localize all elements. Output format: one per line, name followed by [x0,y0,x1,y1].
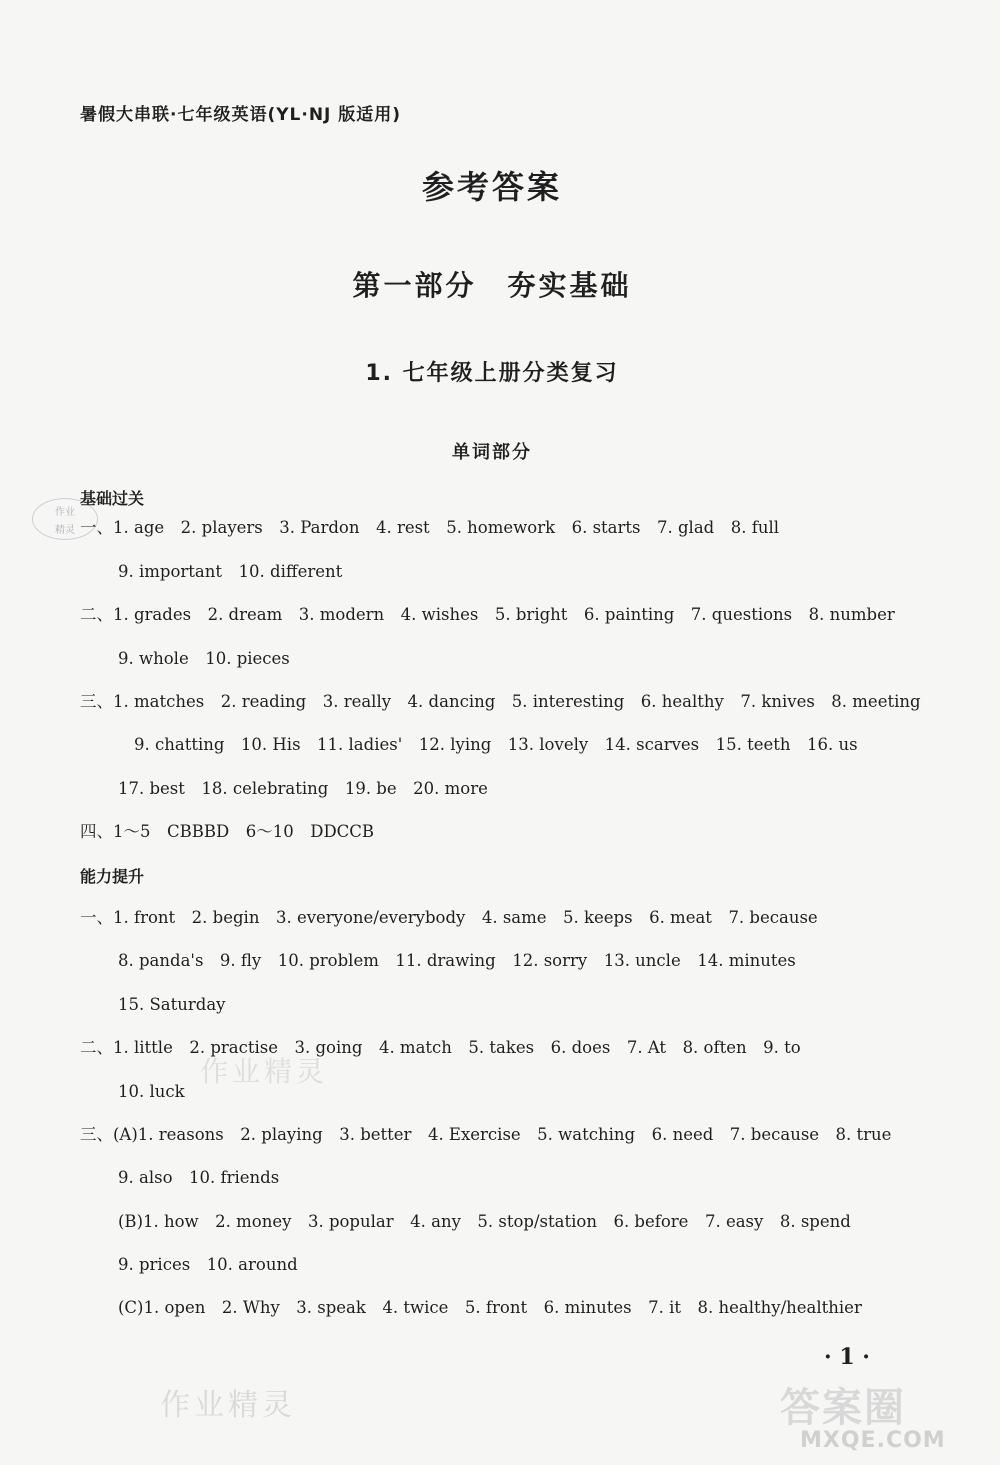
part-title: 第一部分 夯实基础 [352,269,632,302]
page-number: · 1 · [824,1344,870,1370]
answer-line: 10. luck [118,1082,185,1101]
answer-line: 17. best 18. celebrating 19. be 20. more [118,779,488,798]
answer-line: 二、1. little 2. practise 3. going 4. match 5. takes 6. does 7. At 8. often 9. to [80,1038,801,1057]
answer-line: 15. Saturday [118,995,226,1014]
answer-line: 9. whole 10. pieces [118,649,290,668]
answer-line: (C)1. open 2. Why 3. speak 4. twice 5. front 6. minutes 7. it 8. healthy/healthier [118,1298,862,1317]
book-header: 暑假大串联·七年级英语(YL·NJ 版适用) [80,105,402,125]
page-title: 参考答案 [421,168,562,206]
chapter-title: 1. 七年级上册分类复习 [365,361,619,386]
subsection-title: 单词部分 [452,442,532,463]
section-heading-advanced: 能力提升 [80,867,145,886]
watermark-text: 作业精灵 [160,1388,296,1423]
stamp-text-bottom: 精灵 [55,525,75,536]
watermark-logo: 答案圈 [780,1385,906,1431]
watermark-site: MXQE.COM [800,1428,946,1453]
answer-line: 8. panda's 9. fly 10. problem 11. drawing 12. sorry 13. uncle 14. minutes [118,951,796,970]
answer-line: 9. chatting 10. His 11. ladies' 12. lying 13. lovely 14. scarves 15. teeth 16. us [134,735,858,754]
answer-line: 9. prices 10. around [118,1255,298,1274]
section-heading-basic: 基础过关 [80,489,145,508]
answer-line: 一、1. age 2. players 3. Pardon 4. rest 5. homework 6. starts 7. glad 8. full [80,518,780,537]
answer-line: 一、1. front 2. begin 3. everyone/everybody 4. same 5. keeps 6. meat 7. because [80,908,818,927]
answer-line: 三、1. matches 2. reading 3. really 4. dancing 5. interesting 6. healthy 7. knives 8. meeting [80,692,921,711]
answer-line: 三、(A)1. reasons 2. playing 3. better 4. Exercise 5. watching 6. need 7. because 8. true [80,1125,892,1144]
watermark-text: 作业精灵 [200,1055,329,1088]
answer-line: 9. important 10. different [118,562,343,581]
answer-line: 9. also 10. friends [118,1168,280,1187]
answer-line: (B)1. how 2. money 3. popular 4. any 5. stop/station 6. before 7. easy 8. spend [118,1212,851,1231]
answer-line: 二、1. grades 2. dream 3. modern 4. wishes 5. bright 6. painting 7. questions 8. number [80,605,895,624]
answer-line: 四、1～5 CBBBD 6～10 DDCCB [80,822,375,841]
stamp-text-top: 作业 [55,507,75,518]
